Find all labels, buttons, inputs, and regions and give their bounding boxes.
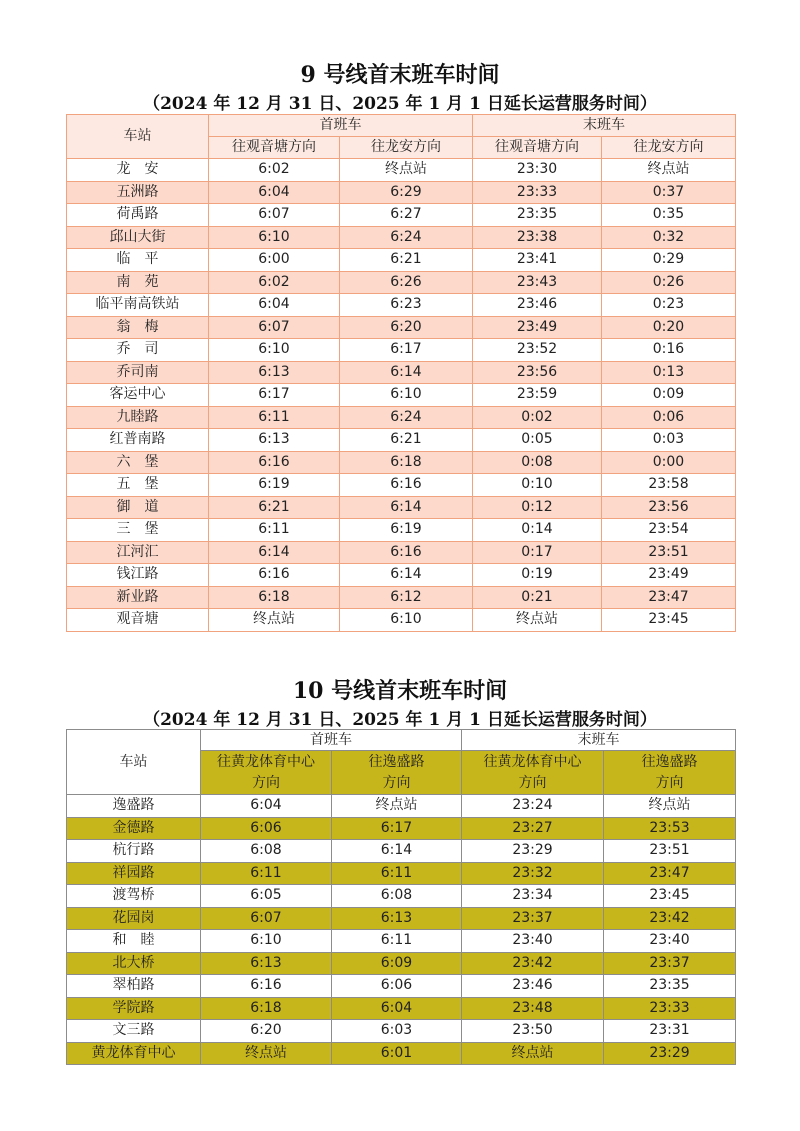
first-train-cell: 终点站	[209, 609, 340, 632]
table-row	[67, 997, 736, 1020]
first-train-cell: 6:08	[201, 840, 332, 863]
station-cell: 邱山大街	[67, 226, 209, 249]
station-header: 车站	[67, 730, 201, 795]
first-train-cell: 6:17	[332, 817, 462, 840]
last-train-cell: 23:45	[604, 885, 736, 908]
station-cell: 乔司南	[67, 361, 209, 384]
last-train-cell: 0:17	[473, 541, 602, 564]
table-row	[67, 429, 736, 452]
table-row	[67, 361, 736, 384]
station-cell: 钱江路	[67, 564, 209, 587]
first-train-header: 首班车	[201, 730, 462, 751]
direction-header: 往龙安方向	[340, 137, 473, 159]
first-train-cell: 6:29	[340, 181, 473, 204]
first-train-cell: 6:08	[332, 885, 462, 908]
last-train-cell: 0:19	[473, 564, 602, 587]
station-cell: 乔 司	[67, 339, 209, 362]
first-train-cell: 6:11	[332, 930, 462, 953]
last-train-cell: 0:37	[602, 181, 736, 204]
first-train-cell: 6:04	[209, 294, 340, 317]
last-train-cell: 0:16	[602, 339, 736, 362]
last-train-cell: 23:47	[604, 862, 736, 885]
station-cell: 三 堡	[67, 519, 209, 542]
first-train-cell: 6:16	[209, 564, 340, 587]
station-cell: 金德路	[67, 817, 201, 840]
last-train-cell: 0:05	[473, 429, 602, 452]
table-row	[67, 226, 736, 249]
first-train-cell: 6:10	[340, 384, 473, 407]
direction-header: 往观音塘方向	[473, 137, 602, 159]
last-train-cell: 23:37	[604, 952, 736, 975]
first-train-cell: 6:24	[340, 226, 473, 249]
station-cell: 五 堡	[67, 474, 209, 497]
last-train-cell: 0:08	[473, 451, 602, 474]
table-row	[67, 609, 736, 632]
first-train-cell: 终点站	[201, 1042, 332, 1065]
first-train-cell: 6:10	[340, 609, 473, 632]
station-cell: 临 平	[67, 249, 209, 272]
first-train-cell: 6:04	[332, 997, 462, 1020]
first-train-cell: 6:06	[201, 817, 332, 840]
station-cell: 翁 梅	[67, 316, 209, 339]
last-train-cell: 23:33	[604, 997, 736, 1020]
last-train-cell: 23:41	[473, 249, 602, 272]
line9-rows	[67, 159, 736, 632]
first-train-cell: 6:11	[209, 519, 340, 542]
last-train-cell: 23:42	[462, 952, 604, 975]
last-train-cell: 终点站	[604, 795, 736, 818]
first-train-cell: 6:00	[209, 249, 340, 272]
first-train-cell: 6:14	[340, 564, 473, 587]
last-train-cell: 0:10	[473, 474, 602, 497]
last-train-cell: 23:49	[473, 316, 602, 339]
table-row	[67, 1020, 736, 1043]
first-train-cell: 6:16	[340, 541, 473, 564]
first-train-cell: 6:18	[201, 997, 332, 1020]
table-row	[67, 862, 736, 885]
table-row	[67, 339, 736, 362]
last-train-cell: 23:35	[604, 975, 736, 998]
first-train-cell: 6:11	[209, 406, 340, 429]
first-train-cell: 6:18	[340, 451, 473, 474]
first-train-cell: 6:02	[209, 271, 340, 294]
last-train-cell: 0:09	[602, 384, 736, 407]
station-cell: 红普南路	[67, 429, 209, 452]
first-train-cell: 6:27	[340, 204, 473, 227]
last-train-cell: 23:29	[462, 840, 604, 863]
table-row	[67, 271, 736, 294]
last-train-cell: 0:20	[602, 316, 736, 339]
first-train-cell: 6:18	[209, 586, 340, 609]
last-train-cell: 23:54	[602, 519, 736, 542]
last-train-cell: 23:46	[473, 294, 602, 317]
table-row	[67, 451, 736, 474]
first-train-cell: 6:23	[340, 294, 473, 317]
table-row	[67, 316, 736, 339]
line10-subtitle: （2024 年 12 月 31 日、2025 年 1 月 1 日延长运营服务时间）	[143, 710, 657, 730]
last-train-cell: 23:51	[602, 541, 736, 564]
last-train-cell: 终点站	[462, 1042, 604, 1065]
table-row	[67, 1042, 736, 1065]
first-train-cell: 6:16	[340, 474, 473, 497]
station-cell: 观音塘	[67, 609, 209, 632]
station-cell: 杭行路	[67, 840, 201, 863]
first-train-cell: 6:19	[340, 519, 473, 542]
first-train-cell: 终点站	[332, 795, 462, 818]
first-train-cell: 6:03	[332, 1020, 462, 1043]
line9-timetable	[66, 114, 736, 632]
last-train-cell: 23:40	[462, 930, 604, 953]
last-train-cell: 23:50	[462, 1020, 604, 1043]
line10-header-row	[67, 730, 736, 751]
station-cell: 学院路	[67, 997, 201, 1020]
last-train-cell: 23:24	[462, 795, 604, 818]
last-train-cell: 23:56	[473, 361, 602, 384]
table-row	[67, 181, 736, 204]
last-train-cell: 23:34	[462, 885, 604, 908]
direction-header: 往逸盛路 方向	[604, 751, 736, 795]
first-train-cell: 6:05	[201, 885, 332, 908]
station-cell: 祥园路	[67, 862, 201, 885]
first-train-header: 首班车	[209, 115, 473, 137]
table-row	[67, 519, 736, 542]
first-train-cell: 6:07	[201, 907, 332, 930]
first-train-cell: 6:10	[209, 339, 340, 362]
table-row	[67, 840, 736, 863]
last-train-cell: 23:46	[462, 975, 604, 998]
first-train-cell: 6:13	[201, 952, 332, 975]
station-cell: 荷禹路	[67, 204, 209, 227]
last-train-cell: 终点站	[473, 609, 602, 632]
station-cell: 和 睦	[67, 930, 201, 953]
station-header: 车站	[67, 115, 209, 159]
line10-timetable	[66, 729, 736, 1065]
station-cell: 六 堡	[67, 451, 209, 474]
first-train-cell: 6:14	[332, 840, 462, 863]
table-row	[67, 907, 736, 930]
table-row	[67, 294, 736, 317]
first-train-cell: 6:06	[332, 975, 462, 998]
first-train-cell: 6:26	[340, 271, 473, 294]
last-train-cell: 23:37	[462, 907, 604, 930]
table-row	[67, 249, 736, 272]
first-train-cell: 6:13	[209, 429, 340, 452]
last-train-cell: 23:33	[473, 181, 602, 204]
table-row	[67, 952, 736, 975]
line9-subtitle: （2024 年 12 月 31 日、2025 年 1 月 1 日延长运营服务时间）	[143, 94, 657, 114]
first-train-cell: 6:07	[209, 316, 340, 339]
station-cell: 北大桥	[67, 952, 201, 975]
table-row	[67, 406, 736, 429]
last-train-cell: 0:02	[473, 406, 602, 429]
first-train-cell: 6:19	[209, 474, 340, 497]
station-cell: 五洲路	[67, 181, 209, 204]
first-train-cell: 6:11	[201, 862, 332, 885]
first-train-cell: 6:02	[209, 159, 340, 182]
last-train-cell: 23:49	[602, 564, 736, 587]
first-train-cell: 6:17	[209, 384, 340, 407]
direction-header: 往黄龙体育中心 方向	[462, 751, 604, 795]
station-cell: 龙 安	[67, 159, 209, 182]
station-cell: 御 道	[67, 496, 209, 519]
first-train-cell: 6:13	[209, 361, 340, 384]
first-train-cell: 6:14	[209, 541, 340, 564]
first-train-cell: 6:04	[209, 181, 340, 204]
direction-header: 往龙安方向	[602, 137, 736, 159]
last-train-cell: 23:45	[602, 609, 736, 632]
table-row	[67, 564, 736, 587]
last-train-header: 末班车	[462, 730, 736, 751]
last-train-cell: 0:06	[602, 406, 736, 429]
last-train-cell: 23:29	[604, 1042, 736, 1065]
first-train-cell: 6:16	[201, 975, 332, 998]
station-cell: 逸盛路	[67, 795, 201, 818]
last-train-cell: 23:58	[602, 474, 736, 497]
first-train-cell: 6:14	[340, 361, 473, 384]
last-train-cell: 0:12	[473, 496, 602, 519]
last-train-cell: 0:03	[602, 429, 736, 452]
table-row	[67, 975, 736, 998]
last-train-cell: 23:32	[462, 862, 604, 885]
table-row	[67, 384, 736, 407]
last-train-cell: 23:51	[604, 840, 736, 863]
station-cell: 新业路	[67, 586, 209, 609]
last-train-cell: 0:13	[602, 361, 736, 384]
first-train-cell: 6:21	[209, 496, 340, 519]
first-train-cell: 6:11	[332, 862, 462, 885]
last-train-cell: 终点站	[602, 159, 736, 182]
first-train-cell: 6:13	[332, 907, 462, 930]
first-train-cell: 6:01	[332, 1042, 462, 1065]
last-train-cell: 23:48	[462, 997, 604, 1020]
line10-rows	[67, 795, 736, 1065]
last-train-cell: 0:23	[602, 294, 736, 317]
last-train-cell: 23:30	[473, 159, 602, 182]
last-train-cell: 23:47	[602, 586, 736, 609]
first-train-cell: 6:21	[340, 429, 473, 452]
last-train-cell: 0:35	[602, 204, 736, 227]
station-cell: 江河汇	[67, 541, 209, 564]
last-train-cell: 0:29	[602, 249, 736, 272]
direction-header: 往黄龙体育中心 方向	[201, 751, 332, 795]
station-cell: 客运中心	[67, 384, 209, 407]
first-train-cell: 6:04	[201, 795, 332, 818]
table-row	[67, 541, 736, 564]
station-cell: 黄龙体育中心	[67, 1042, 201, 1065]
first-train-cell: 6:20	[201, 1020, 332, 1043]
line10-title: 10 号线首末班车时间	[292, 678, 508, 704]
table-row	[67, 930, 736, 953]
table-row	[67, 204, 736, 227]
first-train-cell: 6:09	[332, 952, 462, 975]
station-cell: 九睦路	[67, 406, 209, 429]
direction-header: 往观音塘方向	[209, 137, 340, 159]
first-train-cell: 6:10	[209, 226, 340, 249]
last-train-cell: 23:59	[473, 384, 602, 407]
first-train-cell: 6:14	[340, 496, 473, 519]
last-train-cell: 23:35	[473, 204, 602, 227]
last-train-cell: 23:52	[473, 339, 602, 362]
last-train-cell: 0:21	[473, 586, 602, 609]
last-train-cell: 0:14	[473, 519, 602, 542]
last-train-cell: 23:27	[462, 817, 604, 840]
last-train-cell: 23:43	[473, 271, 602, 294]
first-train-cell: 6:24	[340, 406, 473, 429]
first-train-cell: 6:17	[340, 339, 473, 362]
table-row	[67, 885, 736, 908]
station-cell: 渡驾桥	[67, 885, 201, 908]
table-row	[67, 159, 736, 182]
table-row	[67, 795, 736, 818]
last-train-cell: 23:40	[604, 930, 736, 953]
station-cell: 临平南高铁站	[67, 294, 209, 317]
first-train-cell: 6:21	[340, 249, 473, 272]
last-train-header: 末班车	[473, 115, 736, 137]
last-train-cell: 0:26	[602, 271, 736, 294]
last-train-cell: 23:56	[602, 496, 736, 519]
line9-header-row	[67, 115, 736, 137]
station-cell: 南 苑	[67, 271, 209, 294]
last-train-cell: 0:32	[602, 226, 736, 249]
table-row	[67, 586, 736, 609]
last-train-cell: 23:31	[604, 1020, 736, 1043]
first-train-cell: 终点站	[340, 159, 473, 182]
station-cell: 文三路	[67, 1020, 201, 1043]
table-row	[67, 496, 736, 519]
table-row	[67, 817, 736, 840]
line9-title: 9 号线首末班车时间	[300, 62, 500, 88]
first-train-cell: 6:07	[209, 204, 340, 227]
station-cell: 翠柏路	[67, 975, 201, 998]
last-train-cell: 0:00	[602, 451, 736, 474]
first-train-cell: 6:12	[340, 586, 473, 609]
first-train-cell: 6:10	[201, 930, 332, 953]
last-train-cell: 23:42	[604, 907, 736, 930]
last-train-cell: 23:38	[473, 226, 602, 249]
table-row	[67, 474, 736, 497]
direction-header: 往逸盛路 方向	[332, 751, 462, 795]
station-cell: 花园岗	[67, 907, 201, 930]
first-train-cell: 6:20	[340, 316, 473, 339]
first-train-cell: 6:16	[209, 451, 340, 474]
last-train-cell: 23:53	[604, 817, 736, 840]
